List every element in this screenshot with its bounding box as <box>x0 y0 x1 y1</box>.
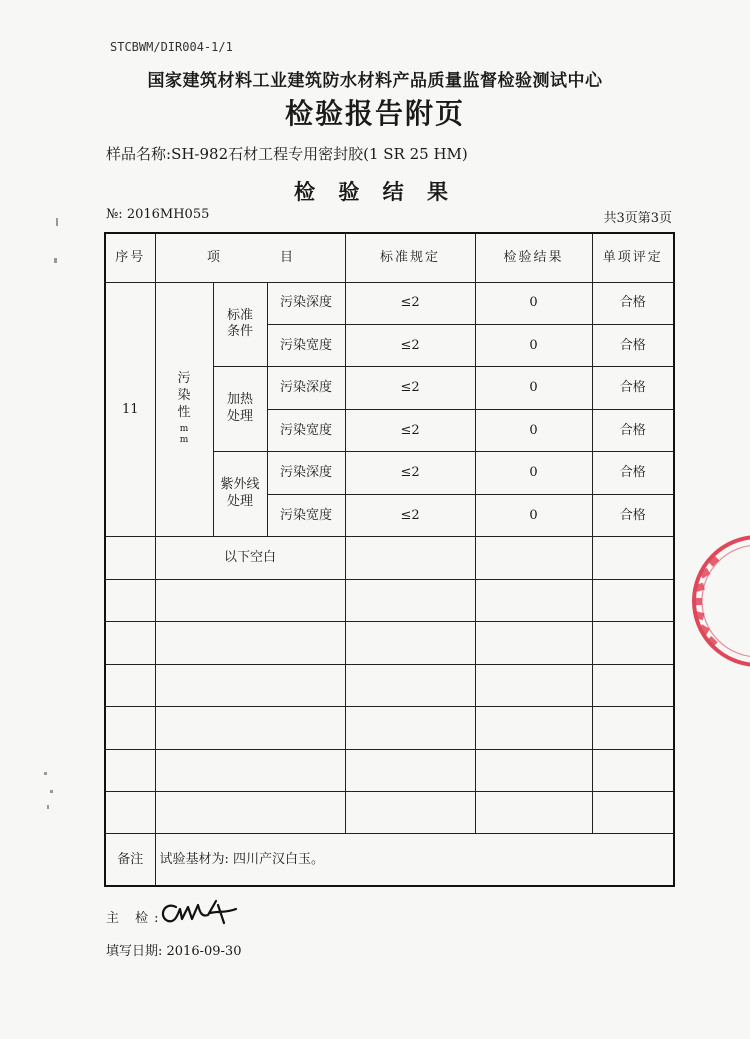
evaluation-cell: 合格 <box>592 367 674 409</box>
inspector-label: 主 检: <box>106 911 165 926</box>
header-standard: 标准规定 <box>345 233 475 282</box>
result-cell: 0 <box>475 324 592 366</box>
scan-speck <box>54 258 57 263</box>
sub-item-cell: 污染深度 <box>267 282 345 324</box>
official-seal-icon <box>676 532 750 670</box>
fill-date: 填写日期: 2016-09-30 <box>106 944 242 959</box>
empty-row <box>105 622 674 664</box>
sample-name-line <box>106 143 468 164</box>
result-cell: 0 <box>475 282 592 324</box>
empty-row <box>105 579 674 621</box>
sub-item-cell: 污染宽度 <box>267 324 345 366</box>
sub-item-cell: 污染深度 <box>267 367 345 409</box>
header-evaluation: 单项评定 <box>592 233 674 282</box>
results-title: 检 验 结 果 <box>294 180 456 204</box>
evaluation-cell: 合格 <box>592 452 674 494</box>
standard-cell: ≤2 <box>345 367 475 409</box>
seq-cell: 11 <box>105 282 155 537</box>
condition-cell: 加热处理 <box>213 367 267 452</box>
evaluation-cell: 合格 <box>592 409 674 451</box>
sub-item-cell: 污染宽度 <box>267 494 345 536</box>
result-cell: 0 <box>475 494 592 536</box>
item-group-cell <box>155 282 213 537</box>
empty-row <box>105 707 674 749</box>
standard-cell: ≤2 <box>345 282 475 324</box>
result-cell: 0 <box>475 409 592 451</box>
condition-cell: 标准条件 <box>213 282 267 367</box>
report-number: №: 2016MH055 <box>106 207 210 222</box>
table-header-row <box>105 233 674 282</box>
results-table <box>104 232 675 887</box>
standard-cell: ≤2 <box>345 494 475 536</box>
empty-row <box>105 664 674 706</box>
evaluation-cell: 合格 <box>592 494 674 536</box>
sub-item-cell: 污染深度 <box>267 452 345 494</box>
evaluation-cell: 合格 <box>592 282 674 324</box>
header-result: 检验结果 <box>475 233 592 282</box>
header-item <box>155 233 345 282</box>
document-title: 检验报告附页 <box>284 97 465 130</box>
standard-cell: ≤2 <box>345 324 475 366</box>
result-cell: 0 <box>475 452 592 494</box>
item-group-unit: mm <box>179 423 189 446</box>
page-count: 共3页第3页 <box>603 211 672 226</box>
remarks-label: 备注 <box>105 834 155 886</box>
table-row <box>105 282 674 324</box>
scan-speck <box>50 790 53 793</box>
condition-cell: 紫外线处理 <box>213 452 267 537</box>
sub-item-cell: 污染宽度 <box>267 409 345 451</box>
remarks-row <box>105 834 674 886</box>
header-item-b: 目 <box>280 249 294 265</box>
form-code: STCBWM/DIR004-1/1 <box>110 40 233 54</box>
scan-speck <box>47 805 49 809</box>
empty-row <box>105 791 674 833</box>
scan-speck <box>56 218 58 226</box>
scan-speck <box>44 772 47 775</box>
header-item-a: 项 <box>207 249 221 265</box>
blank-note-row <box>105 537 674 579</box>
result-cell: 0 <box>475 367 592 409</box>
empty-row <box>105 749 674 791</box>
remarks-text: 试验基材为: 四川产汉白玉。 <box>155 834 674 886</box>
standard-cell: ≤2 <box>345 452 475 494</box>
item-group-name: 污染性 <box>177 370 191 420</box>
organization-title: 国家建筑材料工业建筑防水材料产品质量监督检验测试中心 <box>147 71 603 91</box>
header-seq: 序号 <box>105 233 155 282</box>
sample-name-label: 样品名称: <box>106 145 172 163</box>
inspector-signature-icon <box>154 893 254 933</box>
standard-cell: ≤2 <box>345 409 475 451</box>
evaluation-cell: 合格 <box>592 324 674 366</box>
sample-name-value: SH-982石材工程专用密封胶(1 SR 25 HM) <box>171 145 468 163</box>
blank-note: 以下空白 <box>155 537 345 579</box>
